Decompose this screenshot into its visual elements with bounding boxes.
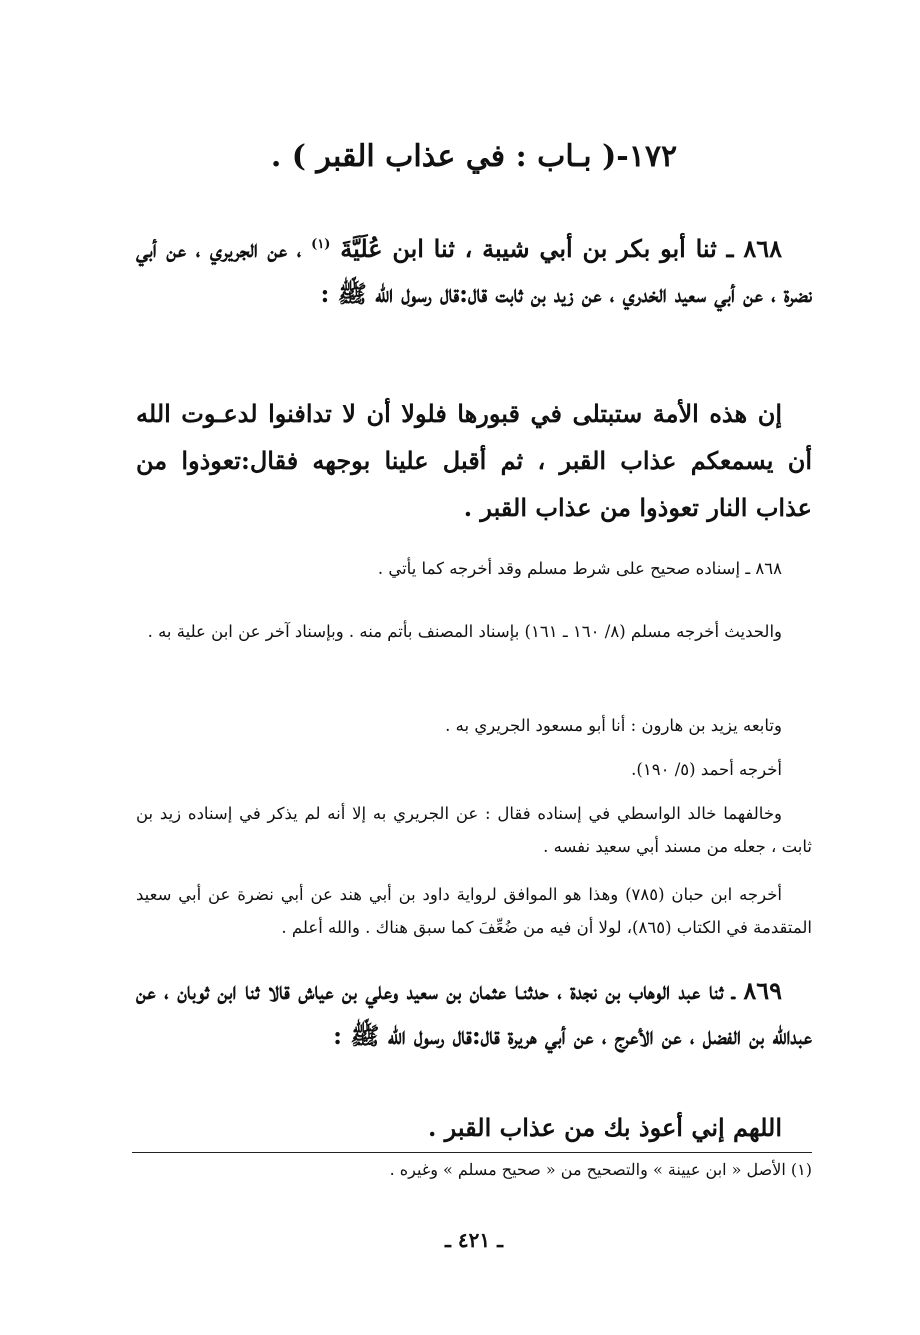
hadith-869-matn: اللهم إني أعوذ بك من عذاب القبر .	[427, 1113, 782, 1142]
footnote-marker: (١)	[311, 237, 331, 252]
commentary-khalid: وخالفهما خالد الواسطي في إسناده فقال : عن الجريري به إلا أنه لم يذكر في إسناده زيد بن ثابت ، جعله من مسند أبي سعيد نفسه .	[136, 804, 812, 856]
footnote: (١) الأصل « ابن عيينة » والتصحيح من « صحيح مسلم » وغيره .	[389, 1160, 812, 1179]
footnote-divider	[132, 1152, 812, 1153]
hadith-868-isnad	[136, 222, 812, 316]
page-number: ـ ٤٢١ ـ	[445, 1228, 503, 1252]
hadith-869-isnad: ٨٦٩ ـ ثنا عبد الوهاب بن نجدة ، حدثنـا عثمان بن سعيد وعلي بن عياش قالا ثنا ابن ثوبان ، عن عبدالله بن الفضل ، عن الأعرج ، عن أبي هريرة قال:قال رسول الله ﷺ :	[136, 976, 812, 1050]
hadith-868-isnad-end: ، عن الجريري ، عن أبي نضرة ، عن أبي سعيد الخدري ، عن زيد بن ثابت قال:قال رسول الله ﷺ :	[136, 234, 812, 308]
book-page	[136, 0, 812, 1335]
commentary-mutaba: وتابعه يزيد بن هارون : أنا أبو مسعود الجريري به .	[445, 716, 782, 735]
commentary-muslim: والحديث أخرجه مسلم (٨/ ١٦٠ ـ ١٦١) بإسناد المصنف بأتم منه . وبإسناد آخر عن ابن علية به .	[147, 622, 782, 641]
chapter-title: ١٧٢-( بـاب : في عذاب القبر ) .	[270, 139, 678, 174]
commentary-ahmad: أخرجه أحمد (٥/ ١٩٠).	[631, 760, 782, 779]
commentary-grading: ٨٦٨ ـ إسناده صحيح على شرط مسلم وقد أخرجه كما يأتي .	[377, 559, 782, 578]
commentary-ibn-hibban: أخرجه ابن حبان (٧٨٥) وهذا هو الموافق لرواية داود بن أبي هند عن أبي نضرة عن أبي سعيد المتقدمة في الكتاب (٨٦٥)، لولا أن فيه من ضُعِّفَ كما سبق هناك . والله أعلم .	[136, 885, 812, 937]
hadith-868-matn: إن هذه الأمة ستبتلى في قبورها فلولا أن لا تدافنوا لدعـوت الله أن يسمعكم عذاب القبر ، ثم أقبل علينا بوجهه فقال:تعوذوا من عذاب النار تعوذوا من عذاب القبر .	[136, 399, 812, 522]
hadith-868-isnad-start: ٨٦٨ ـ ثنا أبو بكر بن أبي شيبة ، ثنا ابن عُلَيَّةَ	[340, 234, 782, 263]
